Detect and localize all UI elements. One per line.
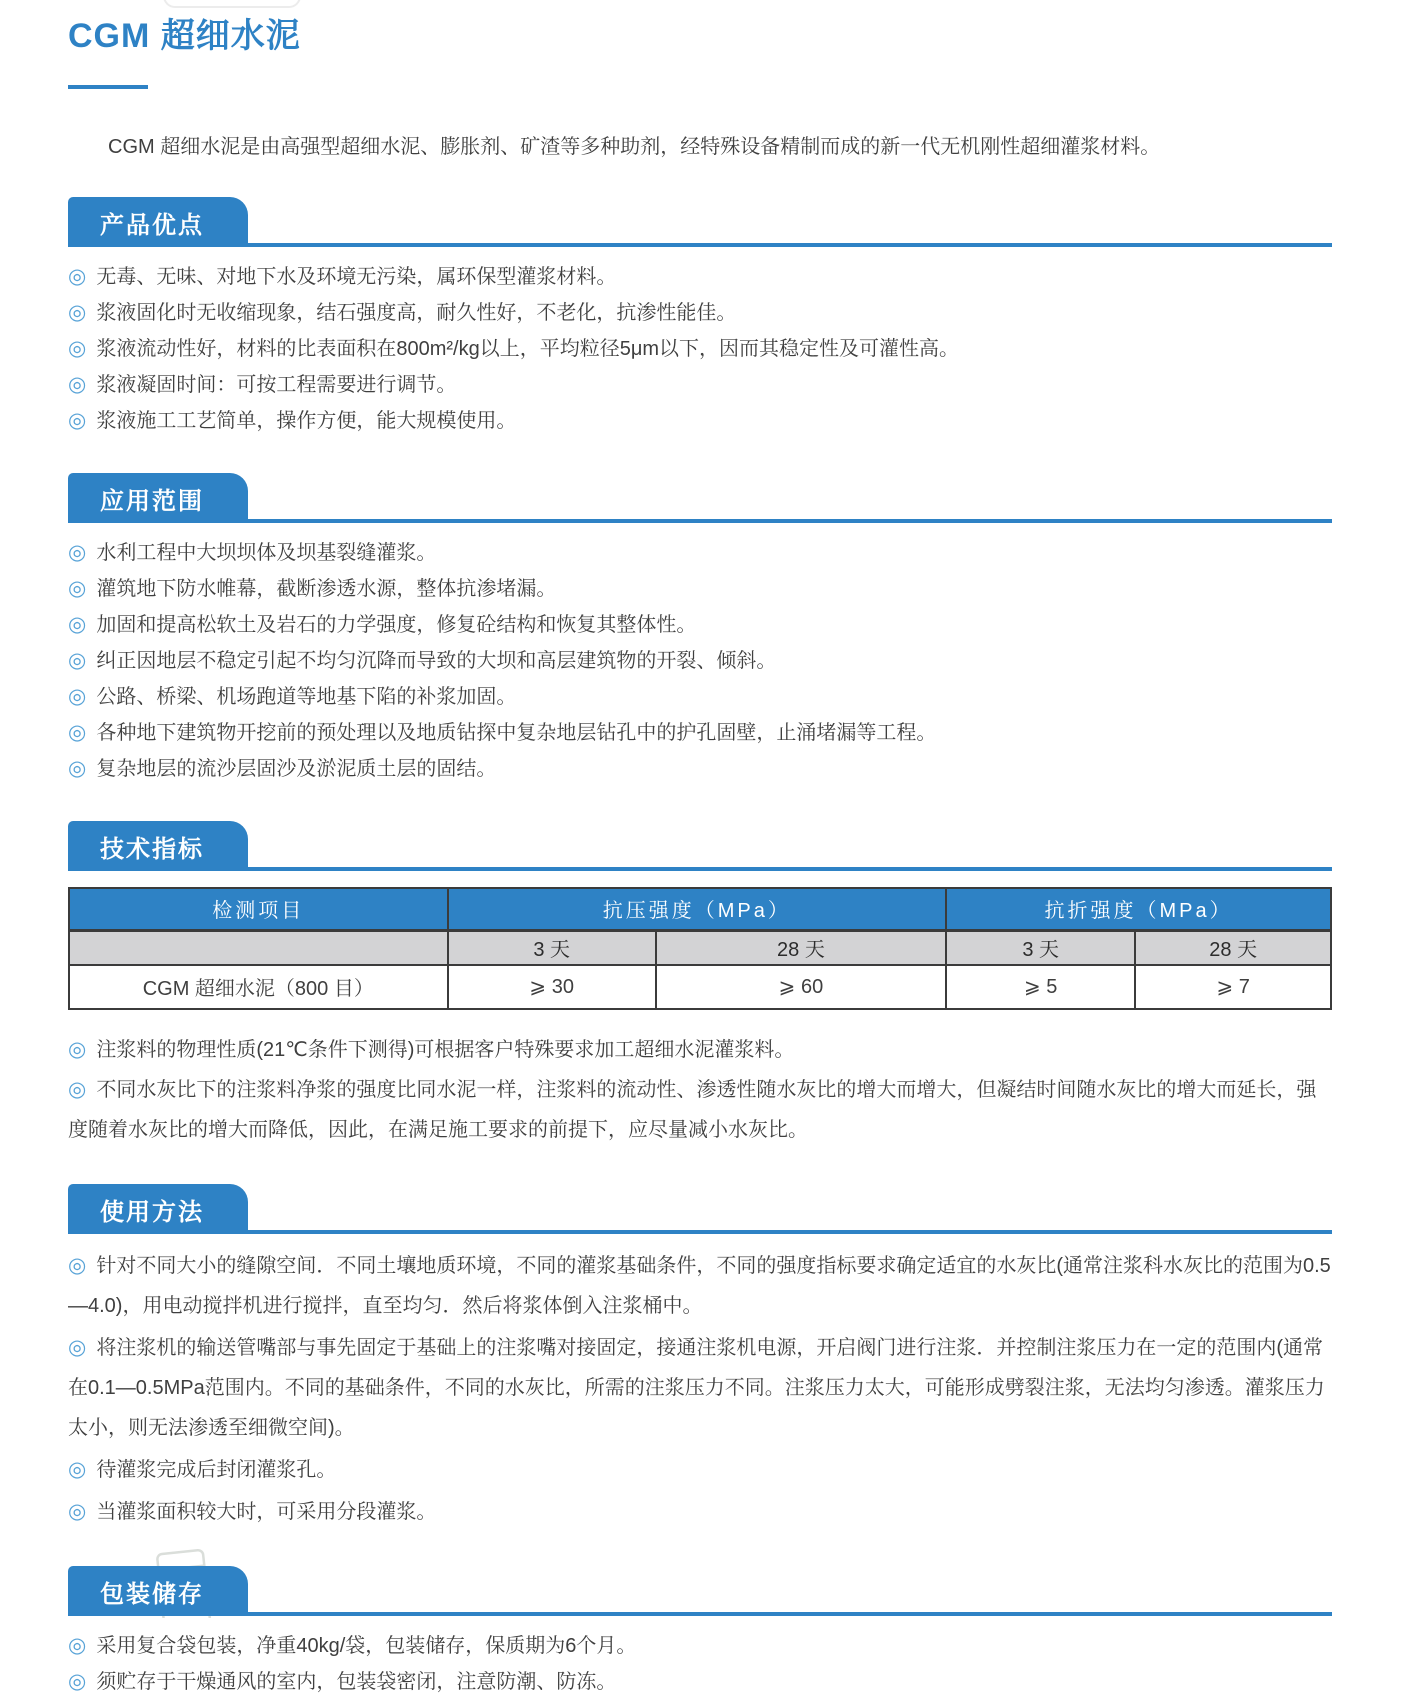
storage-list xyxy=(68,1628,1332,1700)
page-top-decor xyxy=(163,0,301,8)
table-cell-value: ⩾ 5 xyxy=(946,965,1135,1009)
bullet-icon: ◎ xyxy=(68,1633,87,1657)
bullet-icon: ◎ xyxy=(68,336,87,360)
bullet-item xyxy=(68,535,1332,571)
bullet-icon: ◎ xyxy=(68,1037,87,1061)
table-subheader-age: 3 天 xyxy=(448,930,656,965)
table-header-item: 检测项目 xyxy=(69,888,448,931)
bullet-icon: ◎ xyxy=(68,408,87,432)
bullet-icon: ◎ xyxy=(68,540,87,564)
bullet-item xyxy=(68,403,1332,439)
specs-notes xyxy=(68,1030,1332,1150)
bullet-text: 浆液固化时无收缩现象，结石强度高，耐久性好，不老化，抗渗性能佳。 xyxy=(96,301,737,324)
table-cell-value: ⩾ 7 xyxy=(1135,965,1331,1009)
bullet-item xyxy=(68,607,1332,643)
table-header-compressive: 抗压强度（MPa） xyxy=(448,888,946,931)
applications-list xyxy=(68,535,1332,787)
specs-table xyxy=(68,887,1332,1010)
bullet-icon: ◎ xyxy=(68,648,87,672)
bullet-item xyxy=(68,331,1332,367)
bullet-text: 水利工程中大坝坝体及坝基裂缝灌浆。 xyxy=(96,541,437,564)
bullet-text: 当灌浆面积较大时，可采用分段灌浆。 xyxy=(96,1500,437,1523)
bullet-item xyxy=(68,367,1332,403)
bullet-text: 无毒、无味、对地下水及环境无污染，属环保型灌浆材料。 xyxy=(96,265,617,288)
bullet-text: 公路、桥梁、机场跑道等地基下陷的补浆加固。 xyxy=(96,685,517,708)
note-text: 不同水灰比下的注浆料净浆的强度比同水泥一样，注浆料的流动性、渗透性随水灰比的增大而增大，但凝结时间随水灰比的增大而延长，强度随着水灰比的增大而降低，因此，在满足施工要求的前提下，应尽量减小水灰比。 xyxy=(68,1078,1317,1141)
bullet-icon: ◎ xyxy=(68,1253,87,1277)
note-text: 注浆料的物理性质(21℃条件下测得)可根据客户特殊要求加工超细水泥灌浆料。 xyxy=(96,1038,795,1061)
bullet-item xyxy=(68,1246,1332,1326)
table-cell-value: ⩾ 30 xyxy=(448,965,656,1009)
section-tab-storage: 包装储存 xyxy=(68,1566,248,1616)
page-title: CGM 超细水泥 xyxy=(68,17,301,55)
table-cell-value: ⩾ 60 xyxy=(656,965,946,1009)
bullet-text: 待灌浆完成后封闭灌浆孔。 xyxy=(96,1458,337,1481)
section-specs xyxy=(68,821,1332,871)
bullet-item xyxy=(68,295,1332,331)
bullet-text: 灌筑地下防水帷幕，截断渗透水源，整体抗渗堵漏。 xyxy=(96,577,557,600)
section-storage xyxy=(68,1566,1332,1616)
bullet-icon: ◎ xyxy=(68,1077,87,1101)
bullet-text: 加固和提高松软土及岩石的力学强度，修复砼结构和恢复其整体性。 xyxy=(96,613,697,636)
bullet-icon: ◎ xyxy=(68,1669,87,1693)
section-applications xyxy=(68,473,1332,523)
bullet-item xyxy=(68,1628,1332,1664)
bullet-item xyxy=(68,1450,1332,1490)
usage-list xyxy=(68,1246,1332,1532)
table-subheader-age: 28 天 xyxy=(656,930,946,965)
bullet-item xyxy=(68,1492,1332,1532)
bullet-icon: ◎ xyxy=(68,576,87,600)
bullet-text: 各种地下建筑物开挖前的预处理以及地质钻探中复杂地层钻孔中的护孔固壁，止涌堵漏等工程。 xyxy=(96,721,937,744)
bullet-item xyxy=(68,1664,1332,1700)
section-tab-advantages: 产品优点 xyxy=(68,197,248,247)
note-item xyxy=(68,1030,1332,1070)
section-advantages xyxy=(68,197,1332,247)
bullet-item xyxy=(68,715,1332,751)
bullet-text: 纠正因地层不稳定引起不均匀沉降而导致的大坝和高层建筑物的开裂、倾斜。 xyxy=(96,649,777,672)
bullet-icon: ◎ xyxy=(68,684,87,708)
bullet-icon: ◎ xyxy=(68,1499,87,1523)
bullet-item xyxy=(68,679,1332,715)
note-item xyxy=(68,1070,1332,1150)
bullet-icon: ◎ xyxy=(68,264,87,288)
bullet-text: 浆液施工工艺简单，操作方便，能大规模使用。 xyxy=(96,409,517,432)
title-underline xyxy=(68,85,148,89)
bullet-item xyxy=(68,1328,1332,1448)
bullet-text: 采用复合袋包装，净重40kg/袋，包装储存，保质期为6个月。 xyxy=(96,1634,637,1657)
table-header-flexural: 抗折强度（MPa） xyxy=(946,888,1331,931)
intro-paragraph: CGM 超细水泥是由高强型超细水泥、膨胀剂、矿渣等多种助剂，经特殊设备精制而成的新一代无机刚性超细灌浆材料。 xyxy=(108,135,1161,158)
table-cell-product-name: CGM 超细水泥（800 目） xyxy=(69,965,448,1009)
bullet-item xyxy=(68,571,1332,607)
section-rule xyxy=(68,519,1332,523)
bullet-text: 浆液流动性好，材料的比表面积在800m²/kg以上，平均粒径5μm以下，因而其稳定性及可灌性高。 xyxy=(96,337,960,360)
section-rule xyxy=(68,243,1332,247)
section-usage xyxy=(68,1184,1332,1234)
table-subheader-empty xyxy=(69,930,448,965)
section-tab-specs: 技术指标 xyxy=(68,821,248,871)
bullet-icon: ◎ xyxy=(68,1457,87,1481)
section-rule xyxy=(68,867,1332,871)
bullet-icon: ◎ xyxy=(68,720,87,744)
advantages-list xyxy=(68,259,1332,439)
bullet-item xyxy=(68,751,1332,787)
bullet-text: 须贮存于干燥通风的室内，包装袋密闭，注意防潮、防冻。 xyxy=(96,1670,617,1693)
section-rule xyxy=(68,1612,1332,1616)
bullet-text: 针对不同大小的缝隙空间．不同土壤地质环境，不同的灌浆基础条件，不同的强度指标要求确定适宜的水灰比(通常注浆科水灰比的范围为0.5—4.0)，用电动搅拌机进行搅拌，直至均匀．然后将浆体倒入注浆桶中。 xyxy=(68,1254,1331,1317)
bullet-item xyxy=(68,643,1332,679)
bullet-item xyxy=(68,259,1332,295)
bullet-icon: ◎ xyxy=(68,300,87,324)
bullet-icon: ◎ xyxy=(68,756,87,780)
section-rule xyxy=(68,1230,1332,1234)
bullet-icon: ◎ xyxy=(68,372,87,396)
bullet-icon: ◎ xyxy=(68,1335,87,1359)
section-tab-usage: 使用方法 xyxy=(68,1184,248,1234)
section-tab-applications: 应用范围 xyxy=(68,473,248,523)
bullet-text: 复杂地层的流沙层固沙及淤泥质土层的固结。 xyxy=(96,757,497,780)
bullet-text: 浆液凝固时间：可按工程需要进行调节。 xyxy=(96,373,457,396)
table-subheader-age: 3 天 xyxy=(946,930,1135,965)
table-subheader-age: 28 天 xyxy=(1135,930,1331,965)
bullet-icon: ◎ xyxy=(68,612,87,636)
bullet-text: 将注浆机的输送管嘴部与事先固定于基础上的注浆嘴对接固定，接通注浆机电源，开启阀门进行注浆．并控制注浆压力在一定的范围内(通常在0.1—0.5MPa范围内。不同的基础条件，不同的水灰比，所需的注浆压力不同。注浆压力太大，可能形成劈裂注浆，无法均匀渗透。灌浆压力太小，则无法渗透至细微空间)。 xyxy=(68,1336,1325,1439)
